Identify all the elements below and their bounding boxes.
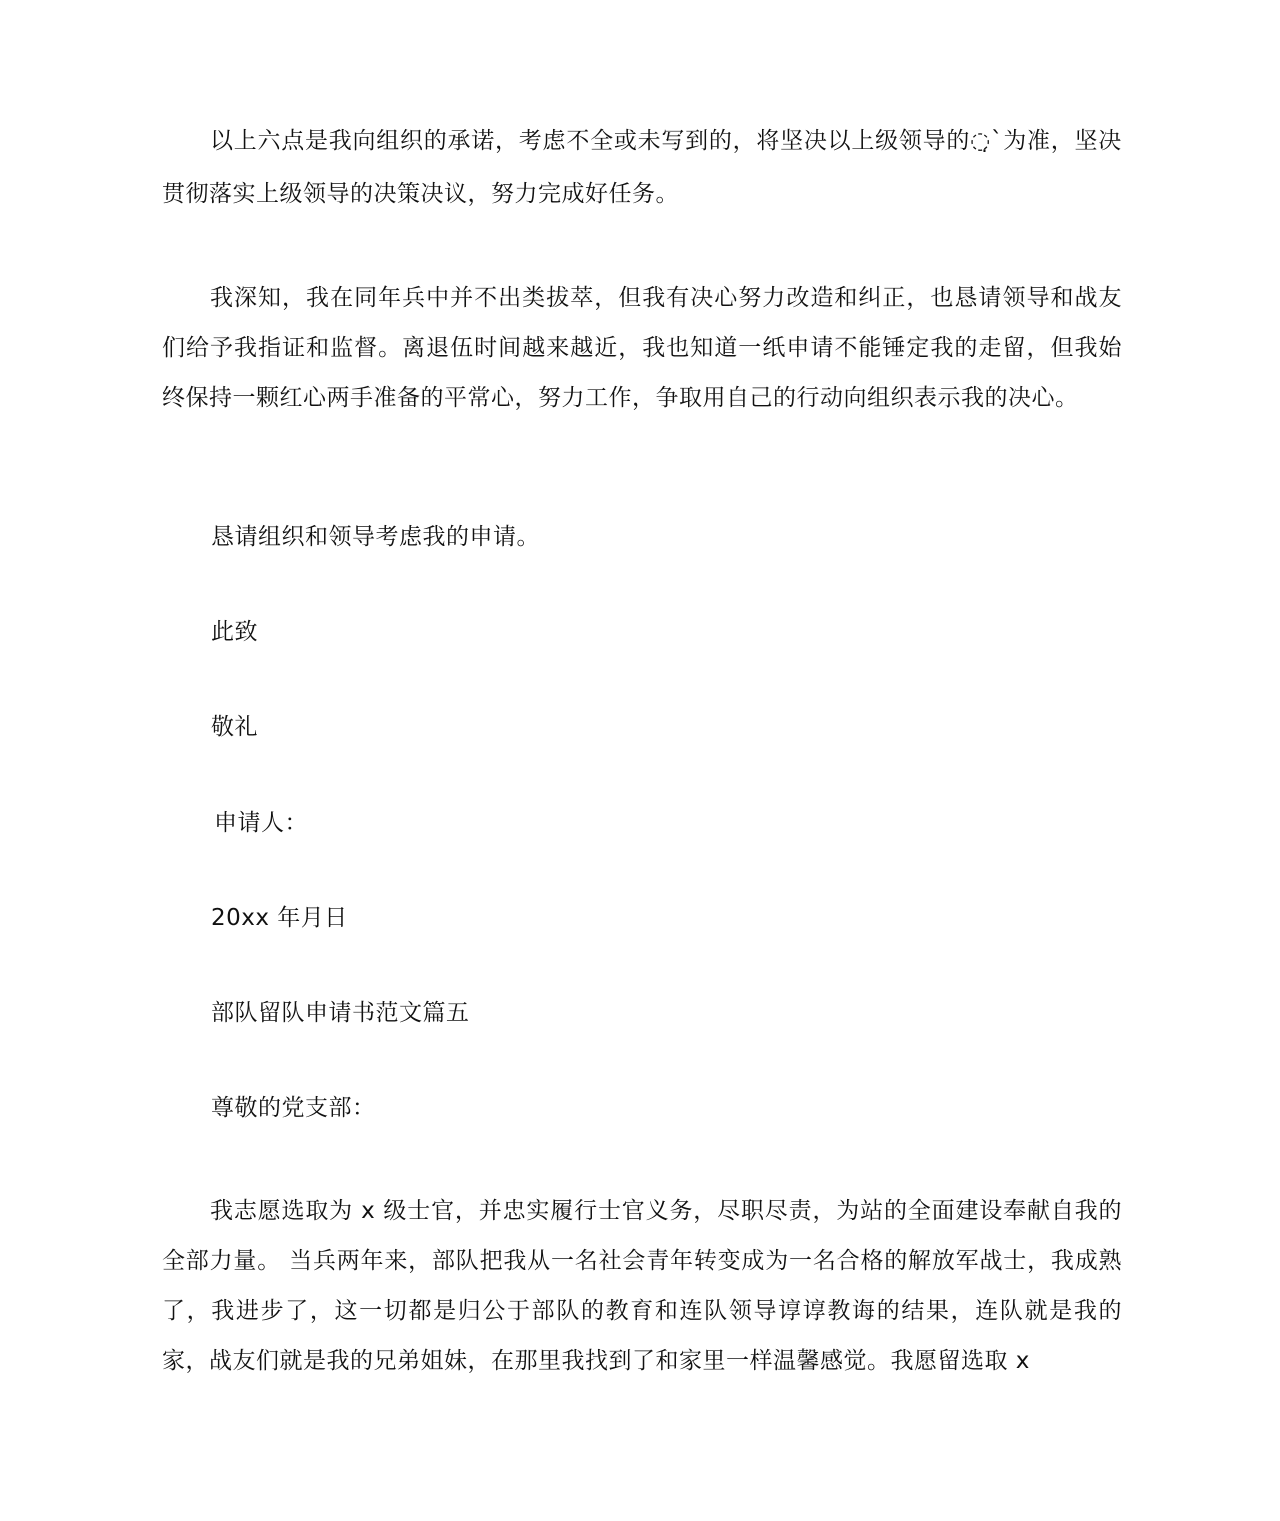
date-line: 20xx 年月日 <box>211 905 348 931</box>
closing-respect: 敬礼 <box>211 714 258 740</box>
salutation-party-branch: 尊敬的党支部： <box>211 1095 376 1121</box>
paragraph-commitment-summary: 以上六点是我向组织的承诺，考虑不全或未写到的，将坚决以上级领导的◌̣ˋ为准，坚决贯彻落实上级领导的决策决议，努力完成好任务。 <box>162 128 1122 207</box>
closing-salutation: 此致 <box>211 619 258 645</box>
paragraph-request-consideration: 恳请组织和领导考虑我的申请。 <box>211 524 540 550</box>
section-title-sample-five: 部队留队申请书范文篇五 <box>211 1000 470 1026</box>
applicant-signature-label: 申请人： <box>214 810 308 836</box>
paragraph-self-awareness: 我深知，我在同年兵中并不出类拔萃，但我有决心努力改造和纠正，也恳请领导和战友们给予我指证和监督。离退伍时间越来越近，我也知道一纸申请不能锤定我的走留，但我始终保持一颗红心两手准备的平常心，努力工作，争取用自己的行动向组织表示我的决心。 <box>162 285 1122 411</box>
paragraph-application-body: 我志愿选取为 x 级士官，并忠实履行士官义务，尽职尽责，为站的全面建设奉献自我的全部力量。 当兵两年来，部队把我从一名社会青年转变成为一名合格的解放军战士，我成熟了，我进步了，这一切都是归公于部队的教育和连队领导谆谆教诲的结果，连队就是我的家，战友们就是我的兄弟姐妹，在那里我找到了和家里一样温馨感觉。我愿留选取 x <box>162 1198 1122 1374</box>
